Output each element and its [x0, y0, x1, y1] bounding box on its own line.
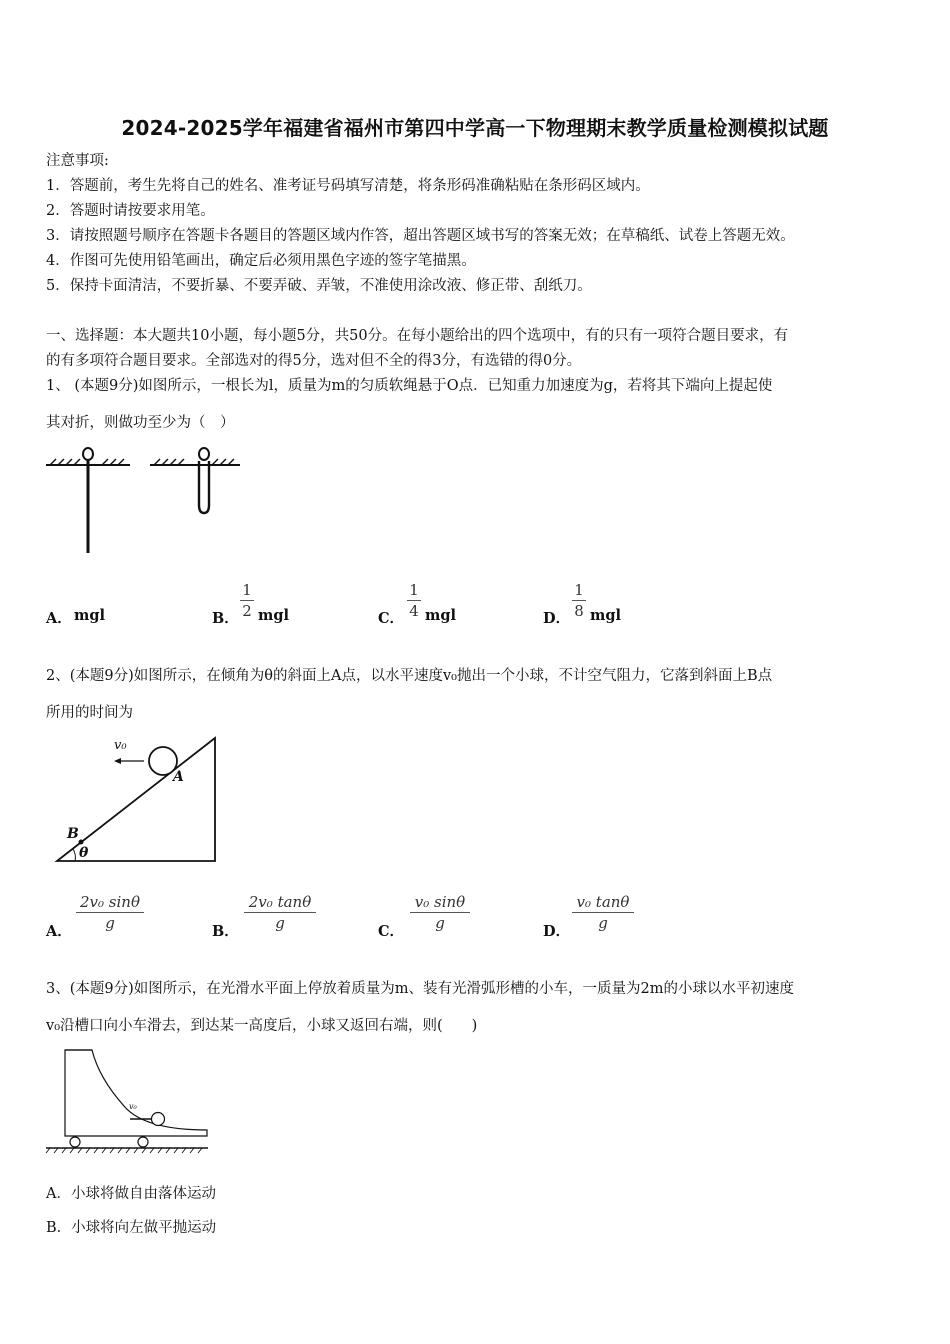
q1-stem-line1: 1、 (本题9分)如图所示，一根长为l，质量为m的匀质软绳悬于O点．已知重力加速度为g，若将其下端向上提起使	[46, 378, 773, 394]
notice-item: 5．保持卡面清洁，不要折暴、不要弄破、弄皱，不准使用涂改液、修正带、刮纸刀。	[46, 278, 592, 294]
notice-item: 4．作图可先使用铅笔画出，确定后必须用黑色字迹的签字笔描黑。	[46, 253, 476, 269]
q2-option-c-fraction: v₀ sinθ g	[410, 893, 470, 932]
q2-option-b-letter: B．	[212, 923, 239, 940]
q2-option-a-fraction: 2v₀ sinθ g	[76, 893, 144, 932]
q2-option-a-letter: A．	[46, 923, 72, 940]
q1-option-b-letter: B．	[212, 610, 239, 627]
q1-option-d-text: mgl	[590, 607, 621, 624]
q3-option-b: B．小球将向左做平抛运动	[46, 1220, 217, 1236]
section-intro-line: 的有多项符合题目要求。全部选对的得5分，选对但不全的得3分，有选错的得0分。	[46, 353, 582, 369]
q2-option-d-letter: D．	[543, 923, 571, 940]
q1-option-d-fraction: 1 8	[572, 581, 586, 620]
q3-stem-line2: v₀沿槽口向小车滑去，到达某一高度后，小球又返回右端，则( )	[46, 1018, 478, 1034]
q2-stem-line1: 2、(本题9分)如图所示，在倾角为θ的斜面上A点，以水平速度v₀抛出一个小球，不计空气阻力，它落到斜面上B点	[46, 668, 773, 684]
q2-figure-label-a: A	[173, 769, 184, 785]
q2-figure-label-b: B	[67, 826, 79, 842]
q1-option-a-letter: A．	[46, 610, 72, 627]
notice-item: 2．答题时请按要求用笔。	[46, 203, 215, 219]
notice-item: 1．答题前，考生先将自己的姓名、准考证号码填写清楚，将条形码准确粘贴在条形码区域内。	[46, 178, 650, 194]
q1-option-c-fraction: 1 4	[407, 581, 421, 620]
q1-option-b-text: mgl	[258, 607, 289, 624]
q2-figure-label-theta: θ	[79, 845, 89, 861]
q1-option-d-letter: D．	[543, 610, 571, 627]
q1-option-c-letter: C．	[378, 610, 405, 627]
q1-stem-line2: 其对折，则做功至少为（ ）	[46, 415, 235, 431]
q2-option-d-fraction: v₀ tanθ g	[572, 893, 634, 932]
section-intro-line: 一、选择题：本大题共10小题，每小题5分，共50分。在每小题给出的四个选项中，有的只有一项符合题目要求，有	[46, 328, 789, 344]
q1-figure	[44, 445, 244, 557]
q2-option-b-fraction: 2v₀ tanθ g	[244, 893, 316, 932]
q1-option-c-text: mgl	[425, 607, 456, 624]
q2-figure-label-v0: v₀	[114, 738, 127, 753]
notice-heading: 注意事项:	[46, 153, 109, 169]
q2-stem-line2: 所用的时间为	[46, 705, 133, 721]
q3-figure-label-v0: v₀	[129, 1102, 137, 1111]
notice-item: 3．请按照题号顺序在答题卡各题目的答题区域内作答，超出答题区域书写的答案无效；在草稿纸、试卷上答题无效。	[46, 228, 795, 244]
q2-option-c-letter: C．	[378, 923, 405, 940]
page-title: 2024-2025学年福建省福州市第四中学高一下物理期末教学质量检测模拟试题	[121, 116, 829, 140]
q3-option-a: A．小球将做自由落体运动	[46, 1186, 216, 1202]
q1-option-b-fraction: 1 2	[240, 581, 254, 620]
q1-option-a-text: mgl	[74, 607, 105, 624]
q3-stem-line1: 3、(本题9分)如图所示，在光滑水平面上停放着质量为m、装有光滑弧形槽的小车，一质量为2m的小球以水平初速度	[46, 981, 794, 997]
